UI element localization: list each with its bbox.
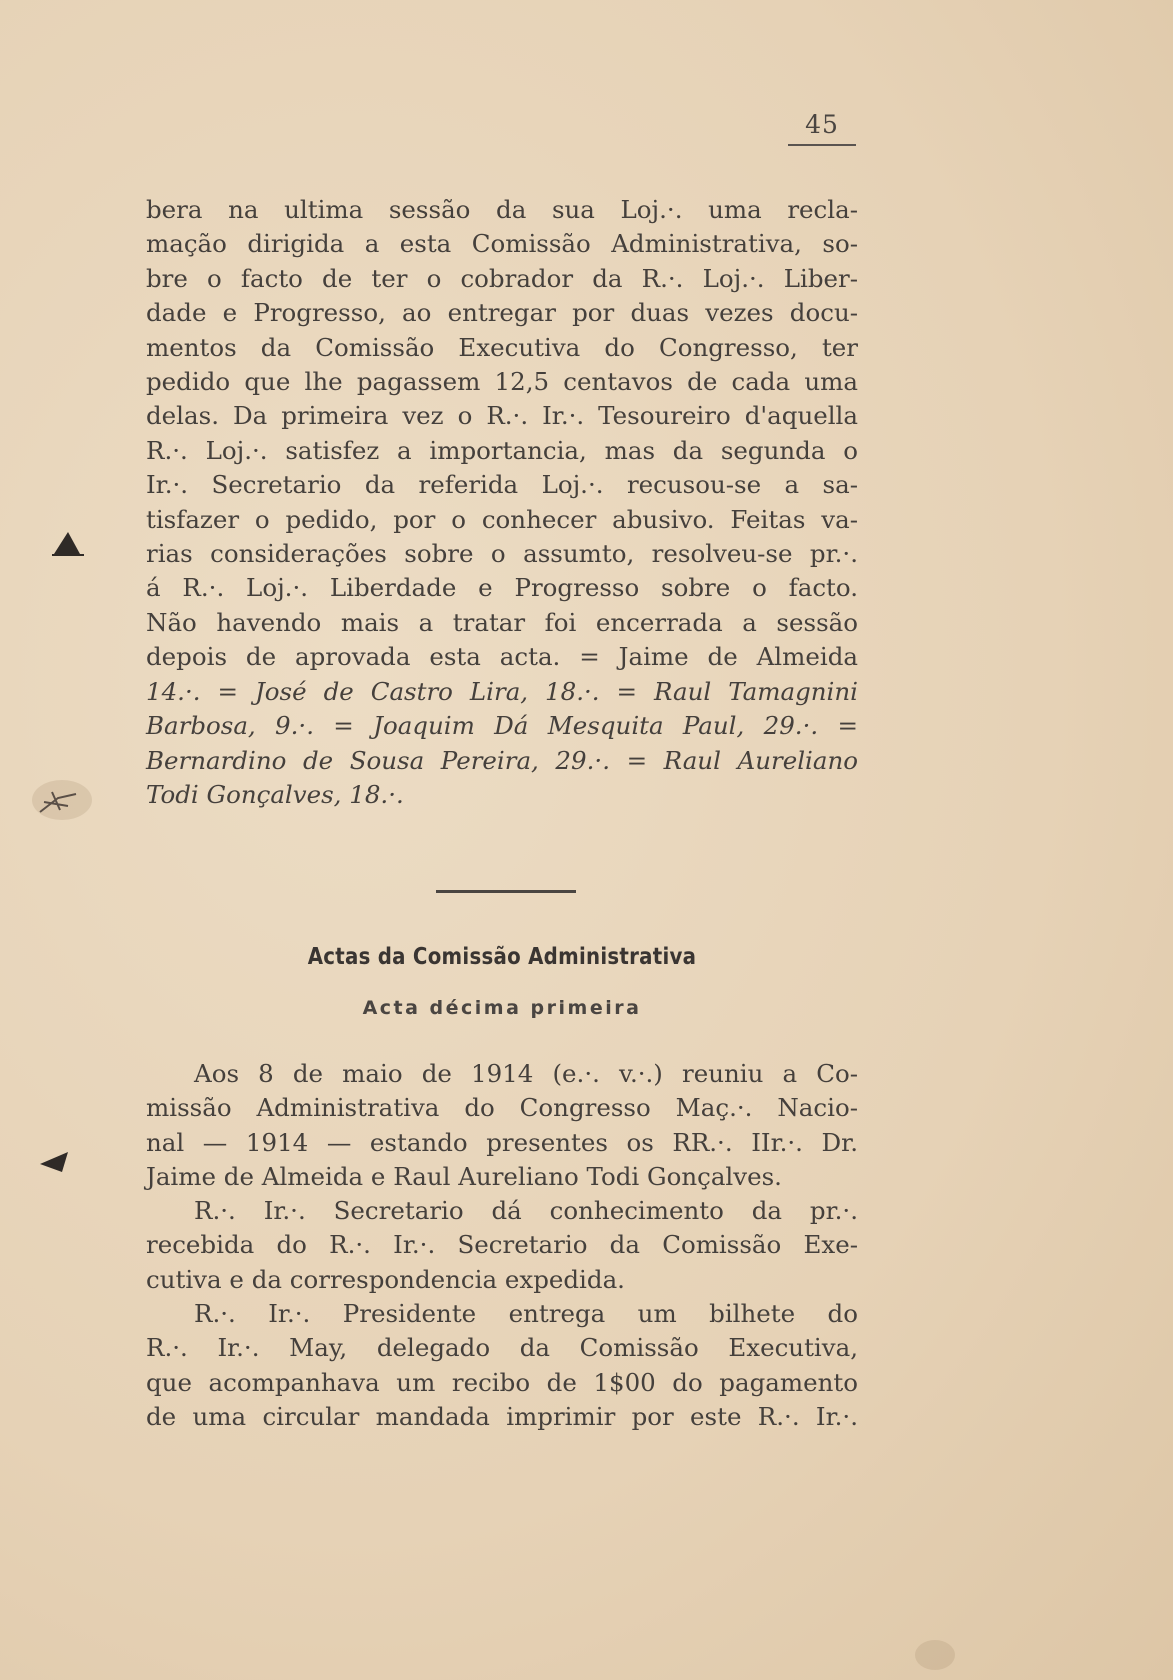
text-line: Aos 8 de maio de 1914 (e.·. v.·.) reuniu a Co- xyxy=(194,1059,858,1088)
signature-line: Barbosa, 9.·. = Joaquim Dá Mesquita Paul, 29.·. = xyxy=(146,711,858,741)
text-line: mação dirigida a esta Comissão Administrativa, so- xyxy=(146,229,858,259)
paragraph-secretary xyxy=(146,1194,858,1297)
text-line: Ir.·. Secretario da referida Loj.·. recusou-se a sa- xyxy=(146,470,858,500)
paragraph-meeting-opening xyxy=(146,1057,858,1195)
text-line: cutiva e da correspondencia expedida. xyxy=(146,1264,625,1294)
paragraph-president xyxy=(146,1297,858,1435)
text-line: mentos da Comissão Executiva do Congresso, ter xyxy=(146,332,858,362)
text-line: delas. Da primeira vez o R.·. Ir.·. Tesoureiro d'aquella xyxy=(146,401,858,431)
text-line: recebida do R.·. Ir.·. Secretario da Comissão Exe- xyxy=(146,1230,858,1260)
page-number-rule xyxy=(788,144,856,146)
text-line: R.·. Loj.·. satisfez a importancia, mas da segunda o xyxy=(146,435,858,465)
text-line: Não havendo mais a tratar foi encerrada a sessão xyxy=(146,607,858,637)
text-line: de uma circular mandada imprimir por este R.·. Ir.·. xyxy=(146,1402,858,1432)
text-line: pedido que lhe pagassem 12,5 centavos de cada uma xyxy=(146,367,858,397)
text-line: R.·. Ir.·. May, delegado da Comissão Executiva, xyxy=(146,1333,858,1363)
section-subheading: Acta décima primeira xyxy=(362,997,642,1019)
page-number: 45 xyxy=(805,110,839,139)
text-line: missão Administrativa do Congresso Maç.·. Nacio- xyxy=(146,1093,858,1123)
margin-mark-icon xyxy=(50,528,86,558)
signature-line: Bernardino de Sousa Pereira, 29.·. = Raul Aureliano xyxy=(146,745,858,775)
section-heading: Actas da Comissão Administrativa xyxy=(307,944,697,970)
paper-stain xyxy=(915,1640,955,1670)
text-line: rias considerações sobre o assumto, resolveu-se pr.·. xyxy=(146,539,858,569)
text-line: Jaime de Almeida e Raul Aureliano Todi Gonçalves. xyxy=(146,1162,782,1192)
margin-mark-icon xyxy=(38,788,78,818)
text-line: bre o facto de ter o cobrador da R.·. Loj.·. Liber- xyxy=(146,263,858,293)
margin-mark-icon xyxy=(38,1146,74,1176)
text-line: depois de aprovada esta acta. = Jaime de Almeida xyxy=(146,642,858,672)
signature-line: Todi Gonçalves, 18.·. xyxy=(146,779,404,809)
paragraph-continued-minutes xyxy=(146,193,858,812)
text-line: nal — 1914 — estando presentes os RR.·. IIr.·. Dr. xyxy=(146,1127,858,1157)
text-line: tisfazer o pedido, por o conhecer abusivo. Feitas va- xyxy=(146,504,858,534)
text-line: R.·. Ir.·. Secretario dá conhecimento da pr.·. xyxy=(194,1196,858,1225)
text-line: á R.·. Loj.·. Liberdade e Progresso sobre o facto. xyxy=(146,573,858,603)
signature-line: 14.·. = José de Castro Lira, 18.·. = Raul Tamagnini xyxy=(146,676,858,706)
section-separator xyxy=(436,890,576,893)
text-line: R.·. Ir.·. Presidente entrega um bilhete do xyxy=(194,1299,858,1328)
text-line: dade e Progresso, ao entregar por duas vezes docu- xyxy=(146,298,858,328)
text-line: bera na ultima sessão da sua Loj.·. uma recla- xyxy=(146,195,858,224)
text-line: que acompanhava um recibo de 1$00 do pagamento xyxy=(146,1367,858,1397)
